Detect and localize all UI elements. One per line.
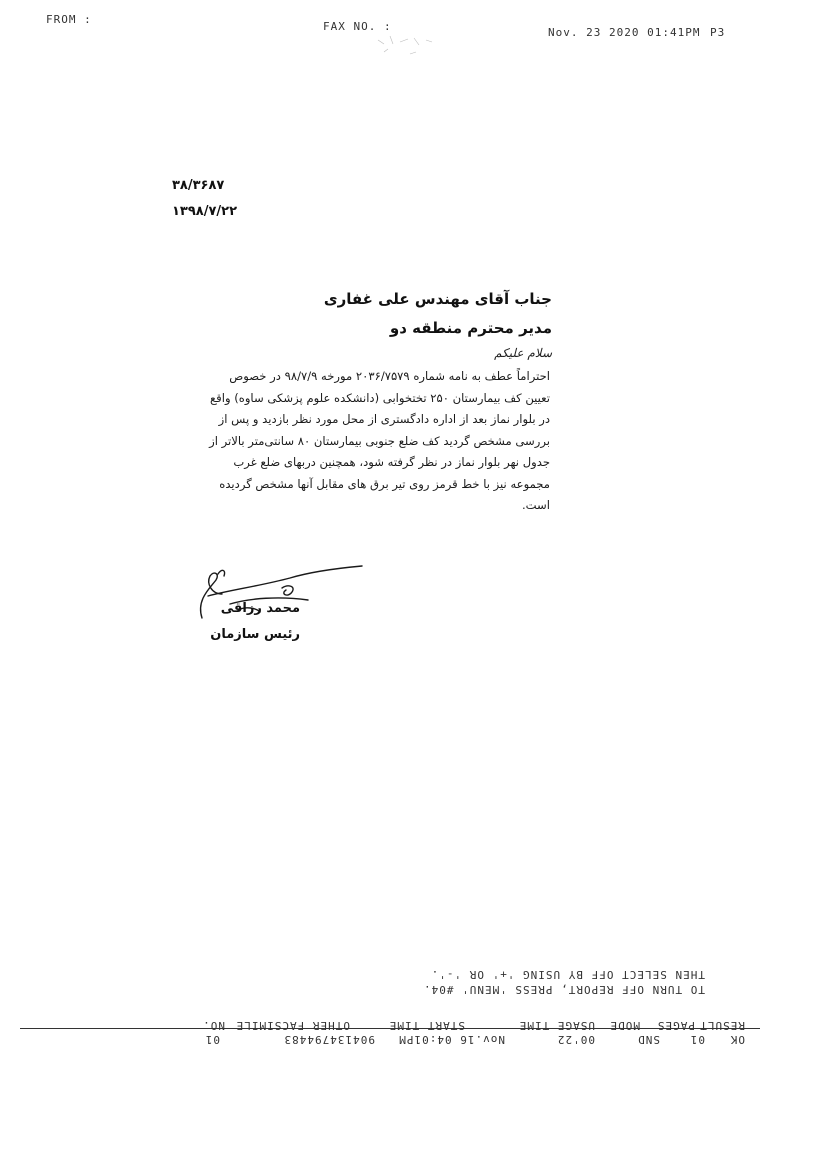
- body-line: مجموعه نیز با خط قرمز روی تیر برق های مقابل آنها مشخص گردیده: [219, 476, 550, 491]
- body-line: تعیین کف بیمارستان ۲۵۰ تختخوابی (دانشکده علوم پزشکی ساوه) واقع: [210, 390, 550, 405]
- addressee-name: جناب آقای مهندس علی غفاری: [323, 290, 552, 308]
- letter-body: [168, 366, 550, 517]
- report-header-pages: PAGES: [656, 1019, 695, 1032]
- fax-from-label: FROM :: [46, 13, 92, 26]
- report-cell-no: 01: [204, 1033, 220, 1046]
- greeting: سلام علیکم: [494, 346, 552, 360]
- fax-report-instruction-2: TO TURN OFF REPORT, PRESS 'MENU' #04.: [422, 983, 705, 996]
- report-cell-usage-time: 00'22: [556, 1033, 595, 1046]
- report-header-start-time: START TIME: [388, 1019, 465, 1032]
- fax-page-marker: P3: [710, 26, 726, 39]
- report-header-result: RESULT: [699, 1019, 745, 1032]
- addressee-title: مدیر محترم منطقه دو: [389, 319, 552, 337]
- handwritten-signature: [190, 560, 370, 630]
- fax-report-table: [195, 1018, 745, 1046]
- body-line: احتراماً عطف به نامه شماره ۲۰۳۶/۷۵۷۹ مورخه ۹۸/۷/۹ در خصوص: [229, 369, 550, 383]
- body-line: بررسی مشخص گردید کف ضلع جنوبی بیمارستان ۸۰ سانتی‌متر بالاتر از: [209, 433, 550, 448]
- report-cell-other-facsimile: 904134794483: [283, 1033, 375, 1046]
- fax-number-label: FAX NO. :: [323, 20, 392, 33]
- report-cell-mode: SND: [637, 1033, 660, 1046]
- report-cell-result: OK: [729, 1033, 745, 1046]
- report-cell-pages: 01: [689, 1033, 705, 1046]
- report-header-other-facsimile: OTHER FACSIMILE: [235, 1019, 350, 1032]
- signatory-name: محمد رزاقی: [220, 601, 300, 616]
- report-header-mode: MODE: [609, 1019, 640, 1032]
- report-header-no: NO.: [202, 1019, 225, 1032]
- fax-report-instruction-1: THEN SELECT OFF BY USING '+' OR '-'.: [430, 968, 705, 981]
- reference-number: ۳۸/۳۶۸۷: [172, 178, 225, 193]
- report-cell-start-time: Nov.16 04:01PM: [398, 1033, 505, 1046]
- fax-timestamp: Nov. 23 2020 01:41PM: [548, 26, 701, 39]
- report-header-usage-time: USAGE TIME: [518, 1019, 595, 1032]
- body-line: در بلوار نماز بعد از اداره دادگستری از محل مورد نظر بازدید و پس از: [218, 412, 550, 426]
- body-line: جدول نهر بلوار نماز در نظر گرفته شود، همچنین دربهای ضلع غرب: [233, 455, 550, 469]
- scan-noise: [370, 30, 450, 70]
- letter-date: ۱۳۹۸/۷/۲۲: [172, 204, 238, 219]
- signatory-title: رئیس سازمان: [210, 627, 300, 642]
- body-line: است.: [521, 498, 550, 512]
